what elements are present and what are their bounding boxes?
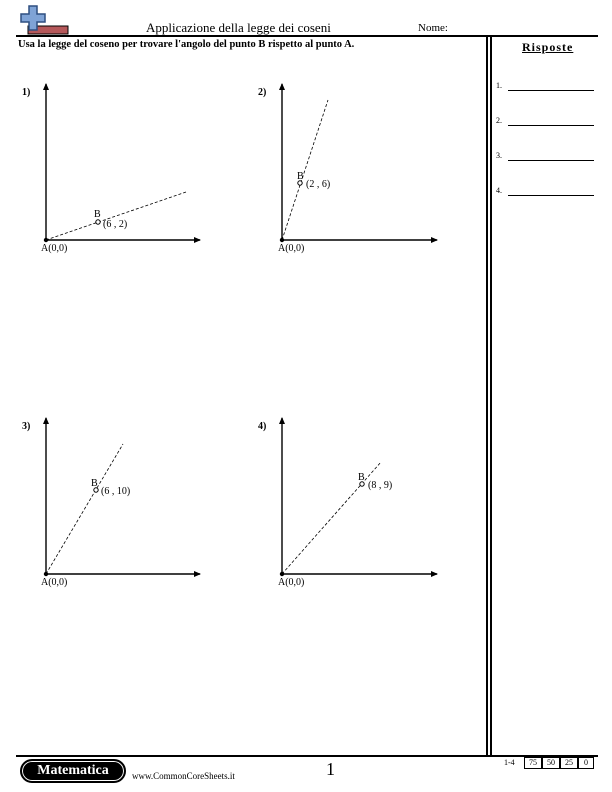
problem-2 — [258, 84, 437, 254]
answer-blank-2[interactable] — [508, 125, 594, 126]
problem-number: 3) — [22, 421, 31, 432]
problem-3 — [22, 418, 200, 588]
point-b — [96, 220, 100, 224]
instructions: Usa la legge del coseno per trovare l'angolo del punto B rispetto al punto A. — [18, 39, 355, 50]
problem-number: 4) — [258, 421, 267, 432]
point-b-coords: (2 , 6) — [306, 179, 331, 190]
answer-column-divider — [486, 36, 488, 756]
point-b-coords: (6 , 2) — [103, 219, 128, 230]
answer-number: 4. — [496, 186, 502, 195]
answer-blank-3[interactable] — [508, 160, 594, 161]
answer-row-1 — [496, 81, 596, 90]
point-a — [44, 572, 48, 576]
problem-4 — [258, 418, 437, 588]
problem-1 — [22, 84, 200, 254]
ray-ab — [46, 192, 186, 240]
ray-ab — [282, 462, 381, 574]
point-b-label: B — [297, 171, 304, 182]
answer-row-3 — [496, 151, 596, 160]
problem-number: 1) — [22, 87, 31, 98]
score-box: 25 — [560, 757, 578, 769]
page-number: 1 — [326, 759, 335, 779]
point-a — [280, 572, 284, 576]
answer-number: 3. — [496, 151, 502, 160]
subject-badge: Matematica — [20, 759, 126, 783]
answer-row-2 — [496, 116, 596, 125]
score-box: 75 — [524, 757, 542, 769]
score-box: 0 — [578, 757, 594, 769]
answer-row-4 — [496, 186, 596, 195]
origin-label: A(0,0) — [278, 577, 305, 588]
worksheet-title: Applicazione della legge dei coseni — [146, 20, 331, 35]
score-range: 1-4 — [504, 758, 515, 767]
origin-label: A(0,0) — [41, 243, 68, 254]
website-link[interactable]: www.CommonCoreSheets.it — [132, 771, 235, 781]
point-b-label: B — [91, 478, 98, 489]
answer-column-divider-inner — [490, 36, 492, 756]
answer-blank-4[interactable] — [508, 195, 594, 196]
ray-ab — [282, 100, 331, 240]
origin-label: A(0,0) — [278, 243, 305, 254]
ray-ab — [46, 444, 123, 574]
point-a — [44, 238, 48, 242]
point-b-label: B — [94, 209, 101, 220]
score-box: 50 — [542, 757, 560, 769]
point-b-coords: (6 , 10) — [101, 486, 131, 497]
answers-title: Risposte — [522, 40, 574, 54]
origin-label: A(0,0) — [41, 577, 68, 588]
bottom-rule — [16, 755, 598, 757]
point-b-label: B — [358, 472, 365, 483]
answer-blank-1[interactable] — [508, 90, 594, 91]
name-label: Nome: — [418, 22, 448, 34]
point-b-coords: (8 , 9) — [368, 480, 393, 491]
point-a — [280, 238, 284, 242]
answer-number: 1. — [496, 81, 502, 90]
answer-number: 2. — [496, 116, 502, 125]
problem-number: 2) — [258, 87, 267, 98]
